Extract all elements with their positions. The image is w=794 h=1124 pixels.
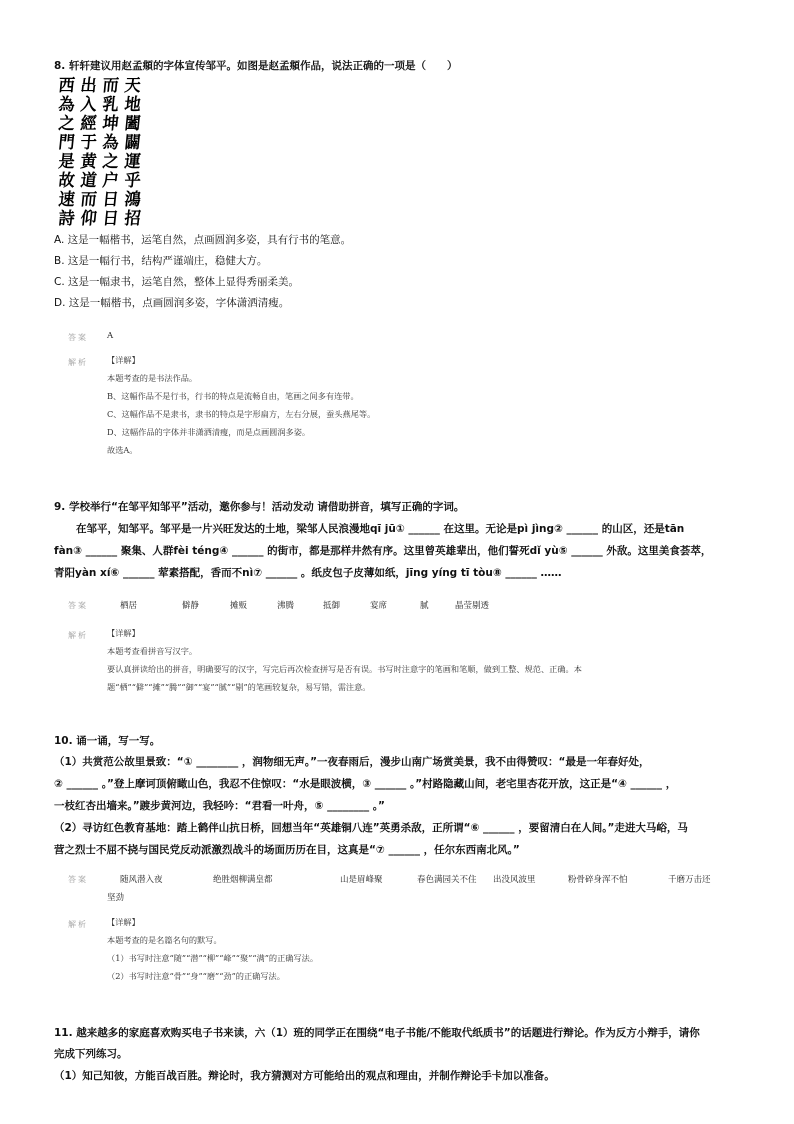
calligraphy-char: 乳 — [101, 95, 120, 115]
answer-value: 腻 — [420, 601, 429, 611]
calligraphy-char: 而 — [79, 190, 98, 210]
answer-value: A — [107, 331, 114, 341]
explanation-label: 解析 — [68, 920, 88, 929]
answer-value: 山是眉峰聚 — [340, 875, 383, 885]
explanation-line: 【详解】 — [107, 628, 140, 638]
calligraphy-char: 天 — [123, 76, 142, 96]
explanation-line: 本题考查看拼音写汉字。 — [107, 646, 198, 656]
calligraphy-char: 于 — [79, 133, 98, 153]
explanation-line: 本题考查的是名篇名句的默写。 — [107, 935, 222, 945]
calligraphy-char: 乎 — [123, 171, 142, 191]
explanation-line: 要认真拼读给出的拼音，明确要写的汉字，写完后再次检查拼写是否有误。书写时注意字的笔画和笔顺，做到工整、规范、正确。本 — [107, 664, 582, 674]
calligraphy-char: 故 — [57, 171, 76, 191]
calligraphy-char: 而 — [101, 76, 120, 96]
explanation-line: B、这幅作品不是行书，行书的特点是流畅自由，笔画之间多有连带。 — [107, 391, 359, 401]
option-d: D. 这是一幅楷书，点画圆润多姿，字体潇洒清瘦。 — [54, 297, 290, 309]
calligraphy-char: 西 — [57, 76, 76, 96]
explanation-line: D、这幅作品的字体并非潇洒清瘦，而是点画圆润多姿。 — [107, 427, 311, 437]
question-9-title: 9. 学校举行“在邹平知邹平”活动，邀你参与！活动发动 请借助拼音，填写正确的字词。 — [54, 501, 465, 513]
calligraphy-char: 詩 — [57, 209, 76, 229]
calligraphy-char: 招 — [123, 209, 142, 229]
answer-value: 随风潜入夜 — [120, 875, 163, 885]
explanation-label: 解析 — [68, 358, 88, 367]
answer-label: 答案 — [68, 333, 88, 342]
calligraphy-char: 坤 — [101, 114, 120, 134]
explanation-line: 故选A。 — [107, 445, 138, 455]
explanation-label: 解析 — [68, 631, 88, 640]
answer-value: 晶莹剔透 — [455, 601, 490, 611]
calligraphy-char: 之 — [101, 152, 120, 172]
answer-value: 沸腾 — [277, 601, 295, 611]
calligraphy-column-2 — [78, 77, 99, 229]
question-9-line: fàn③ ______ 聚集、人群fèi téng④ ______ 的街市，都是那样井然有序。这里曾英雄辈出，他们誓死dǐ yù⑤ ______ 外敌。这里美食荟萃， — [54, 545, 712, 557]
answer-value: 粉骨碎身浑不怕 — [568, 875, 628, 885]
answer-label: 答案 — [68, 601, 88, 610]
calligraphy-char: 地 — [123, 95, 142, 115]
calligraphy-char: 運 — [123, 152, 142, 172]
explanation-line: 本题考查的是书法作品。 — [107, 373, 198, 383]
calligraphy-char: 出 — [79, 76, 98, 96]
answer-value: 春色满园关不住 — [417, 875, 477, 885]
calligraphy-char: 道 — [79, 171, 98, 191]
answer-value: 摊贩 — [230, 601, 248, 611]
answer-value: 出没风波里 — [493, 875, 536, 885]
calligraphy-column-3 — [100, 77, 121, 229]
calligraphy-char: 黄 — [79, 152, 98, 172]
calligraphy-char: 入 — [79, 95, 98, 115]
calligraphy-char: 闔 — [123, 114, 142, 134]
question-10-title: 10. 诵一诵，写一写。 — [54, 735, 161, 747]
calligraphy-char: 為 — [57, 95, 76, 115]
answer-value: 千磨万击还 — [668, 875, 711, 885]
calligraphy-char: 門 — [57, 133, 76, 153]
explanation-line: C、这幅作品不是隶书，隶书的特点是字形扁方，左右分展，蚕头燕尾等。 — [107, 409, 376, 419]
question-10-line: ② ______ 。”登上摩诃顶俯瞰山色，我忍不住惊叹：“水是眼波横，③ ______ 。”村路隐藏山间，老宅里杏花开放，这正是“④ ______ ， — [54, 778, 677, 790]
calligraphy-char: 日 — [101, 209, 120, 229]
answer-value: 僻静 — [182, 601, 200, 611]
calligraphy-char: 經 — [79, 114, 98, 134]
calligraphy-char: 日 — [101, 190, 120, 210]
calligraphy-char: 仰 — [79, 209, 98, 229]
explanation-line: （1）书写时注意“随”“潜”“柳”“峰”“聚”“满”的正确写法。 — [107, 953, 319, 963]
option-b: B. 这是一幅行书，结构严谨端庄，稳健大方。 — [54, 255, 268, 267]
question-9-line: 在邹平，知邹平。邹平是一片兴旺发达的土地，梁邹人民浪漫地qī jū① ______ 在这里。无论是pì jìng② ______ 的山区，还是tān — [76, 523, 685, 535]
question-10-line: 营之烈士不屈不挠与国民党反动派激烈战斗的场面历历在目，这真是“⑦ ______ ，任尔东西南北风。” — [54, 844, 520, 856]
calligraphy-char: 為 — [101, 133, 120, 153]
answer-value: 抵御 — [323, 601, 341, 611]
calligraphy-image — [56, 77, 142, 229]
option-c: C. 这是一幅隶书，运笔自然，整体上显得秀丽柔美。 — [54, 276, 300, 288]
question-9-line: 青阳yàn xí⑥ ______ 荤素搭配，香而不nì⑦ ______ 。纸皮包子皮薄如纸，jīng yíng tī tòu⑧ ______ …… — [54, 567, 562, 579]
question-11-sub-1: （1）知己知彼，方能百战百胜。辩论时，我方猜测对方可能给出的观点和理由，并制作辩论手卡加以准备。 — [54, 1070, 555, 1082]
explanation-line: 【详解】 — [107, 917, 140, 927]
question-8-title: 8. 轩轩建议用赵孟頫的字体宣传邹平。如图是赵孟頫作品，说法正确的一项是（ ） — [54, 60, 458, 72]
answer-value: 栖居 — [120, 601, 138, 611]
calligraphy-char: 之 — [57, 114, 76, 134]
answer-label: 答案 — [68, 875, 88, 884]
calligraphy-char: 速 — [57, 190, 76, 210]
calligraphy-char: 鴻 — [123, 190, 142, 210]
calligraphy-column-1 — [56, 77, 77, 229]
option-a: A. 这是一幅楷书，运笔自然，点画圆润多姿，具有行书的笔意。 — [54, 234, 352, 246]
question-11-title: 11. 越来越多的家庭喜欢购买电子书来读，六（1）班的同学正在围绕“电子书能/不能取代纸质书”的话题进行辩论。作为反方小辩手，请你 — [54, 1027, 700, 1039]
calligraphy-char: 闢 — [123, 133, 142, 153]
explanation-line: 题“栖”“僻”“摊”“腾”“御”“宴”“腻”“剔”的笔画较复杂，易写错，需注意。 — [107, 682, 371, 692]
explanation-line: 【详解】 — [107, 355, 140, 365]
question-10-line: （1）共赏范公故里景致：“① ________ ，润物细无声。”一夜春雨后，漫步山南广场赏美景，我不由得赞叹：“最是一年春好处， — [54, 756, 650, 768]
answer-value: 绝胜烟柳满皇都 — [213, 875, 273, 885]
calligraphy-char: 户 — [101, 171, 120, 191]
explanation-line: （2）书写时注意“骨”“身”“磨”“劲”的正确写法。 — [107, 971, 285, 981]
question-10-line: 一枝红杏出墙来。”踱步黄河边，我轻吟：“君看一叶舟，⑤ ________ 。” — [54, 800, 385, 812]
question-11-title-cont: 完成下列练习。 — [54, 1048, 128, 1060]
answer-value: 宴席 — [370, 601, 388, 611]
calligraphy-char: 是 — [57, 152, 76, 172]
question-10-line: （2）寻访红色教育基地：踏上鹤伴山抗日桥，回想当年“英雄铜八连”英勇杀敌，正所谓“⑥ ______ ，要留清白在人间。”走进大马峪，马 — [54, 822, 688, 834]
answer-value: 坚劲 — [107, 893, 125, 903]
calligraphy-column-4 — [122, 77, 143, 229]
